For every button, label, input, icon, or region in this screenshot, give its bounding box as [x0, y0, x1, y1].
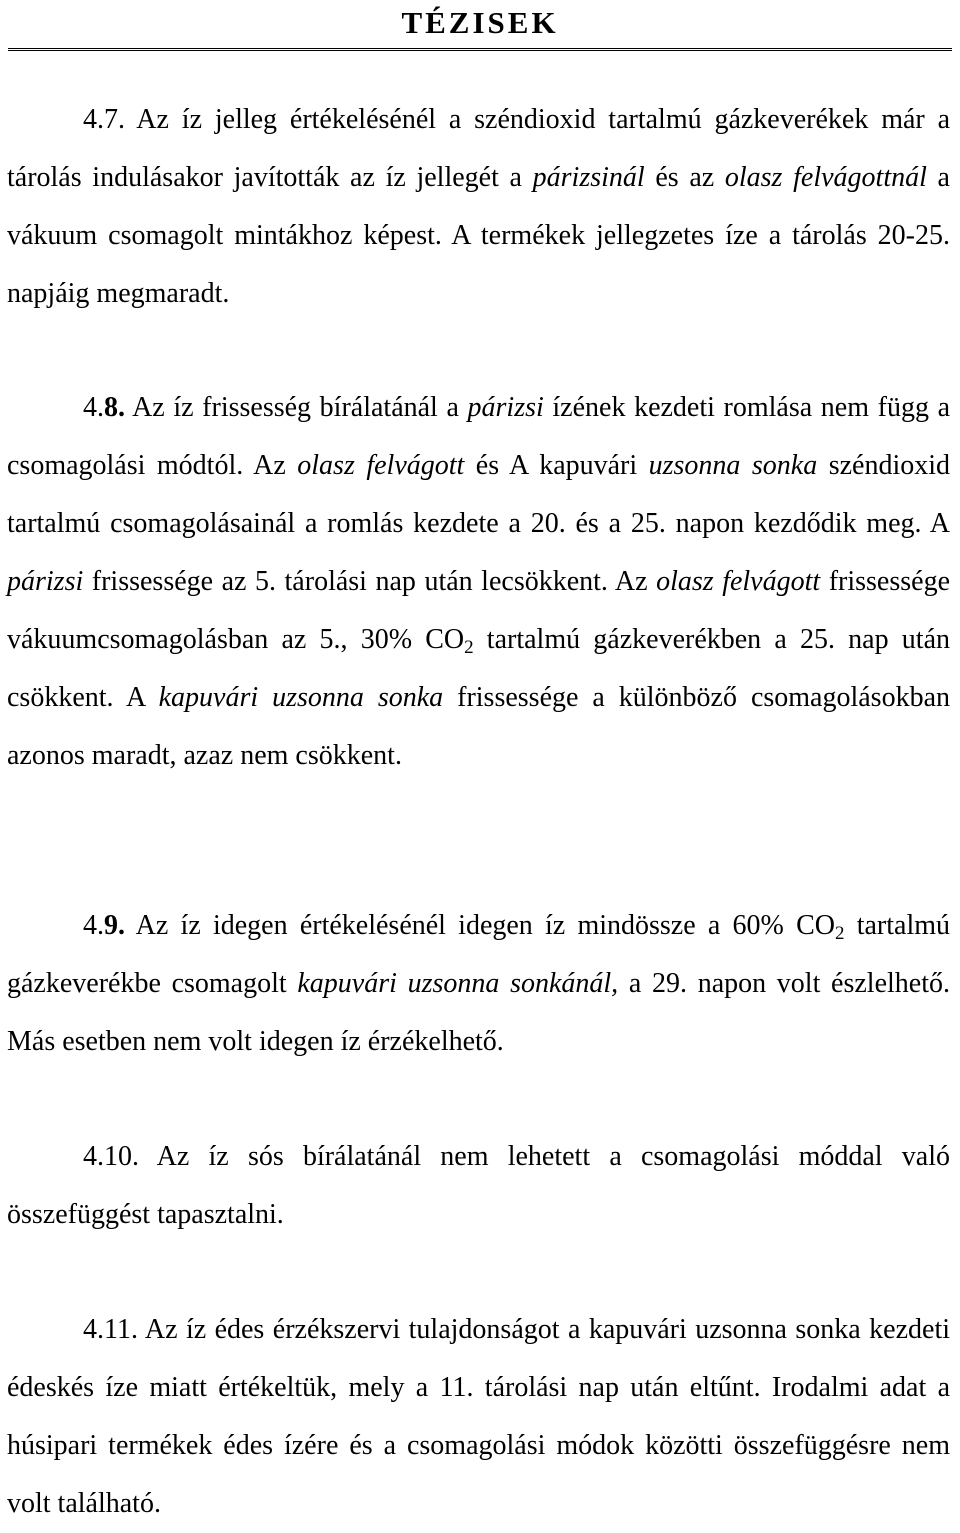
- text: Az íz jelleg értékelésénél a széndioxid tartalmú gázkeverékek már a tárolás indulásakor javították az íz jellegét a: [7, 104, 950, 193]
- text: Az íz édes érzékszervi tulajdonságot a kapuvári uzsonna sonka kezdeti édeskés íze miatt értékeltük, mely a 11. tárolási nap után eltűnt. Irodalmi adat a húsipari termékek édes ízére és a csomagolási módok közötti összefüggésre nem volt található.: [7, 1314, 950, 1519]
- thesis-number: 4.: [83, 392, 104, 423]
- thesis-4-11: [7, 1301, 950, 1533]
- thesis-4-8: [7, 379, 950, 785]
- text: tartalmú gázkeverékbe csomagolt: [7, 910, 951, 999]
- italic-term: kapuvári uzsonna sonkánál,: [297, 968, 619, 999]
- text: és az: [644, 162, 725, 193]
- italic-term: párizsinál: [532, 162, 645, 193]
- text: Az íz idegen értékelésénél idegen íz mindössze a 60% CO: [125, 910, 835, 941]
- text: frissessége vákuumcsomagolásban az 5., 30% CO: [7, 566, 951, 655]
- thesis-number-bold: 9.: [104, 910, 125, 941]
- text: a vákuum csomagolt mintákhoz képest. A termékek jellegzetes íze a tárolás 20-25. napjáig megmaradt.: [7, 162, 950, 309]
- page-title: TÉZISEK: [401, 5, 559, 40]
- text: frissessége a különböző csomagolásokban azonos maradt, azaz nem csökkent.: [7, 682, 951, 771]
- italic-term: olasz felvágott: [656, 566, 821, 597]
- italic-term: uzsonna sonka: [648, 450, 818, 481]
- text: a 29. napon volt észlelhető. Más esetben nem volt idegen íz érzékelhető.: [7, 968, 951, 1057]
- thesis-4-7: [7, 91, 950, 323]
- subscript: 2: [834, 923, 845, 944]
- thesis-number: 4.10.: [83, 1141, 139, 1172]
- text: Az íz frissesség bírálatánál a: [125, 392, 468, 423]
- text: tartalmú gázkeverékben a 25. nap után csökkent. A: [7, 624, 950, 713]
- text: frissessége az 5. tárolási nap után lecsökkent. Az: [83, 566, 657, 597]
- italic-term: kapuvári uzsonna sonka: [158, 682, 444, 713]
- text: széndioxid tartalmú csomagolásainál a romlás kezdete a 20. és a 25. napon kezdődik meg. A: [7, 450, 951, 539]
- italic-term: olasz felvágott: [297, 450, 465, 481]
- thesis-4-10: [7, 1128, 950, 1244]
- italic-term: párizsi: [7, 566, 84, 597]
- title-divider: [8, 48, 952, 51]
- text: és A kapuvári: [464, 450, 649, 481]
- text: Az íz sós bírálatánál nem lehetett a csomagolási móddal való összefüggést tapasztalni.: [7, 1141, 950, 1230]
- thesis-number: 4.: [83, 910, 104, 941]
- italic-term: olasz felvágottnál: [724, 162, 927, 193]
- text: ízének kezdeti romlása nem függ a csomagolási módtól. Az: [7, 392, 951, 481]
- thesis-number-bold: 8.: [104, 392, 125, 423]
- subscript: 2: [464, 637, 474, 658]
- italic-term: párizsi: [467, 392, 544, 423]
- thesis-number: 4.7.: [83, 104, 125, 135]
- thesis-number: 4.11.: [83, 1314, 138, 1345]
- thesis-4-9: [7, 897, 950, 1071]
